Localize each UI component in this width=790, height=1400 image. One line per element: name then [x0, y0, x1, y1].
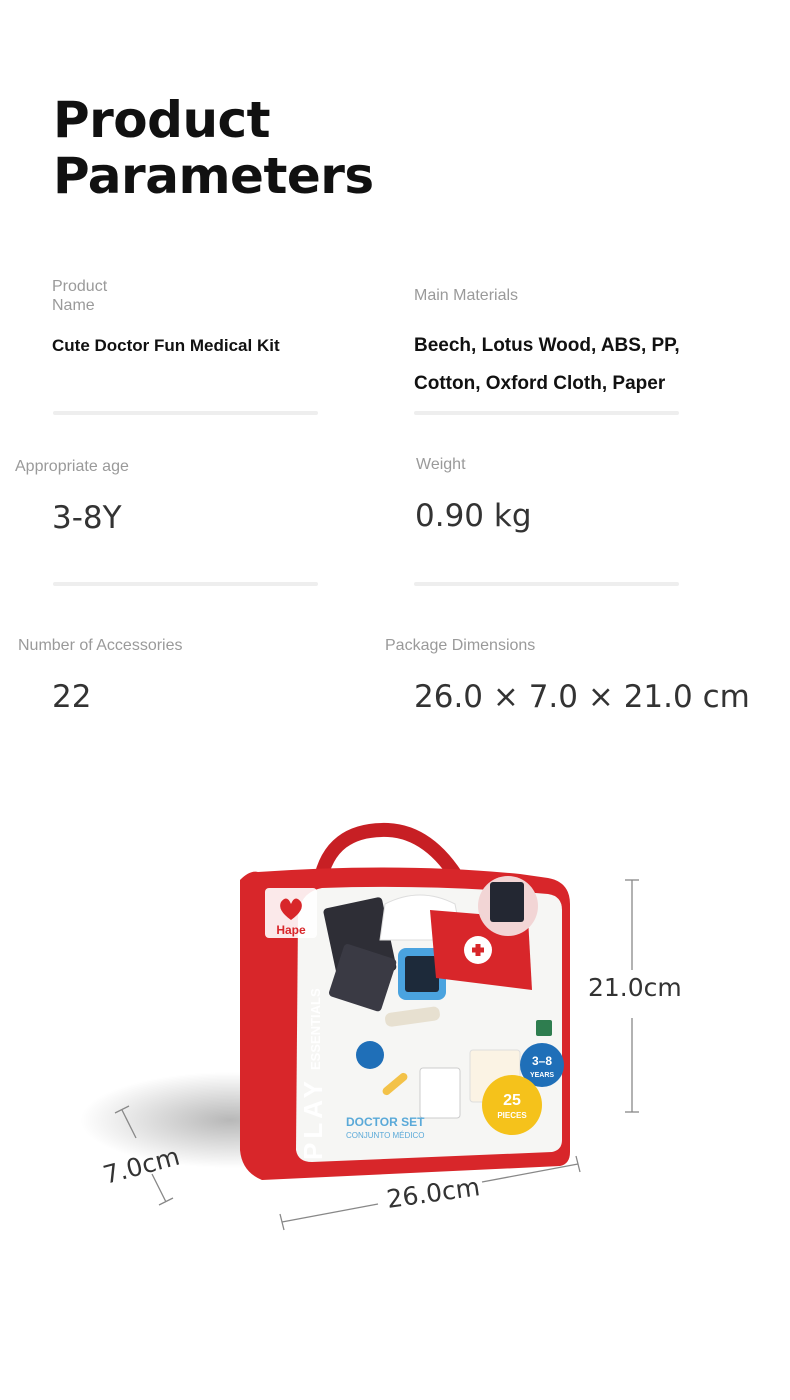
dimensions-label: Package Dimensions — [385, 637, 536, 654]
depth-dimension-tick — [159, 1198, 173, 1205]
essentials-word: ESSENTIALS — [308, 988, 323, 1070]
divider — [53, 582, 318, 586]
product-name-value: Cute Doctor Fun Medical Kit — [52, 336, 280, 355]
height-dimension-label: 21.0cm — [588, 973, 682, 1002]
divider — [53, 411, 318, 415]
age-value: 3-8Y — [52, 500, 122, 536]
divider — [414, 411, 679, 415]
product-name-label-line2: Name — [52, 297, 95, 314]
xray-screen — [405, 956, 439, 992]
eye-chart — [420, 1068, 460, 1118]
set-name: DOCTOR SET — [346, 1115, 425, 1129]
product-name-label-line1: Product — [52, 278, 108, 295]
age-badge-range: 3–8 — [531, 1054, 553, 1068]
page-title-line2: Parameters — [53, 147, 374, 205]
set-name-es: CONJUNTO MÉDICO — [346, 1131, 425, 1140]
width-dimension-label: 26.0cm — [384, 1172, 482, 1214]
divider — [414, 582, 679, 586]
depth-dimension-label: 7.0cm — [100, 1141, 183, 1190]
xray-hand-card — [490, 882, 524, 922]
play-word: PLAY — [298, 1077, 328, 1160]
materials-label: Main Materials — [414, 287, 519, 304]
weight-label: Weight — [416, 456, 466, 473]
age-badge-years: YEARS — [529, 1072, 555, 1079]
page-title — [53, 92, 473, 204]
weight-value: 0.90 kg — [415, 498, 532, 534]
brand-name: Hape — [276, 923, 306, 937]
product-image — [0, 800, 790, 1240]
pieces-label: PIECES — [497, 1111, 527, 1120]
fsc-icon — [536, 1020, 552, 1036]
page-title-line1: Product — [53, 91, 271, 149]
materials-value-line1: Beech, Lotus Wood, ABS, PP, — [414, 335, 680, 356]
pieces-count: 25 — [503, 1092, 521, 1109]
width-dimension-line — [282, 1204, 378, 1222]
depth-dimension-line — [152, 1174, 166, 1202]
product-name-label — [52, 277, 107, 315]
age-label: Appropriate age — [15, 458, 129, 475]
accessories-value: 22 — [52, 679, 92, 715]
accessories-label: Number of Accessories — [18, 637, 183, 654]
materials-value — [414, 327, 680, 403]
blood-pressure-cuff — [356, 1041, 384, 1069]
dimensions-value: 26.0 × 7.0 × 21.0 cm — [414, 679, 750, 715]
materials-value-line2: Cotton, Oxford Cloth, Paper — [414, 373, 666, 394]
